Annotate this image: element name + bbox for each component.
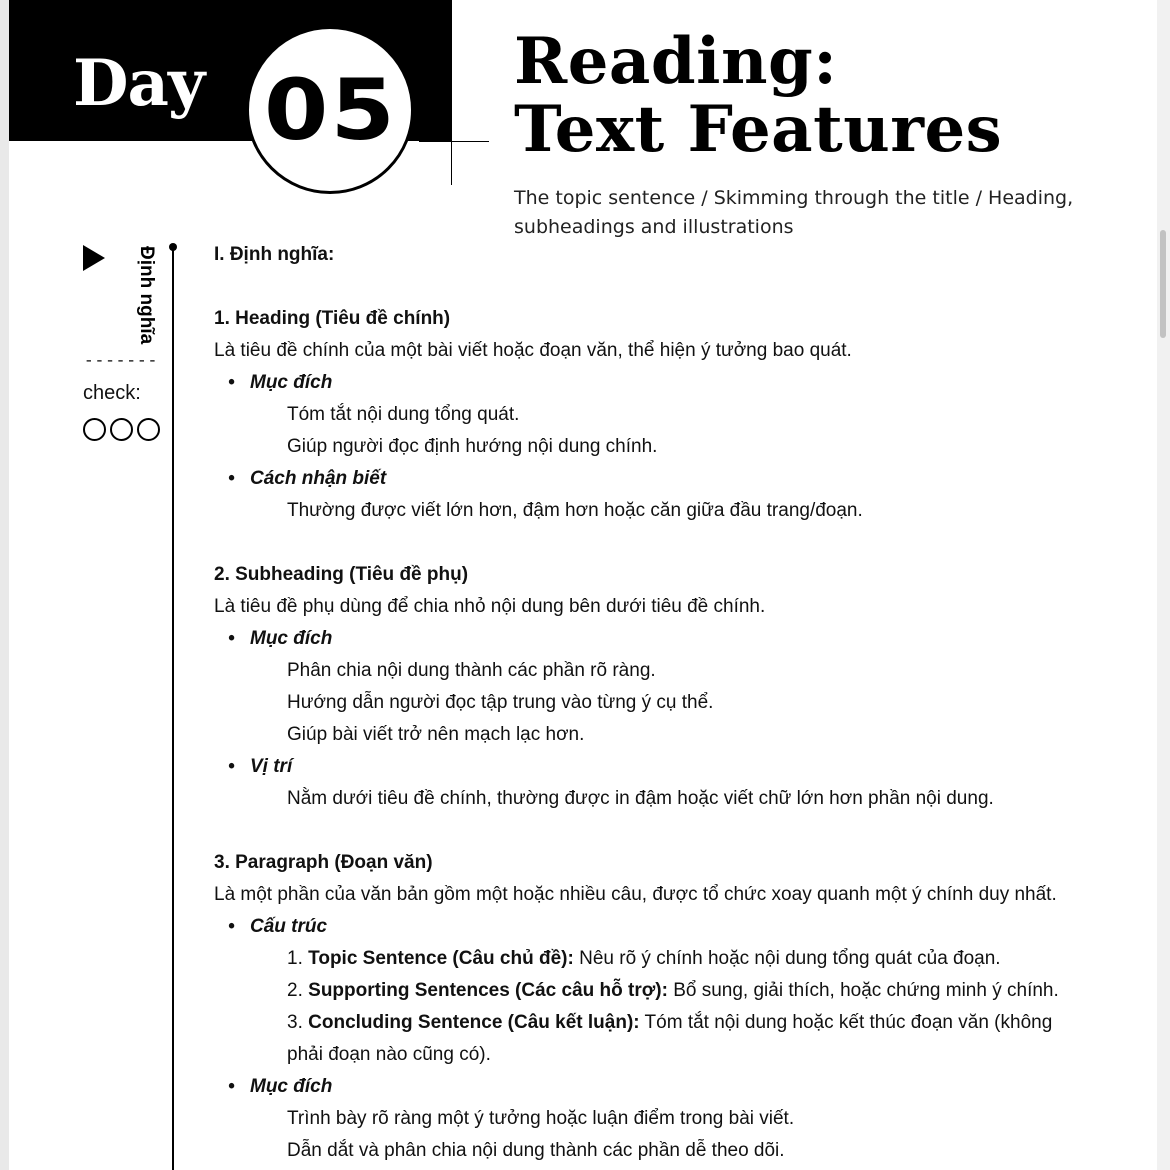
subtitle-line-1: The topic sentence / Skimming through the title / Heading, xyxy=(514,187,1074,209)
timeline-line xyxy=(172,248,174,1170)
paragraph-purpose-label: • Mục đích xyxy=(214,1071,1114,1103)
subheading-position-1: Nằm dưới tiêu đề chính, thường được in đậm hoặc viết chữ lớn hơn phần nội dung. xyxy=(287,788,994,809)
structure-item-3: 3. Concluding Sentence (Câu kết luận): Tóm tắt nội dung hoặc kết thúc đoạn văn (không xyxy=(287,1012,1053,1033)
crosshair-horizontal-line xyxy=(419,141,489,142)
day-number: 05 xyxy=(263,61,397,159)
title-line-1: Reading: xyxy=(514,24,838,99)
page-subtitle xyxy=(514,184,1114,242)
heading-identify-1: Thường được viết lớn hơn, đậm hơn hoặc căn giữa đầu trang/đoạn. xyxy=(287,500,863,521)
section-side-label: Định nghĩa xyxy=(136,246,157,345)
subheading-position-label: • Vị trí xyxy=(214,751,1114,783)
heading-title: 1. Heading (Tiêu đề chính) xyxy=(214,308,451,329)
check-circle-icon[interactable] xyxy=(137,418,160,441)
day-number-badge xyxy=(246,26,414,194)
structure-item-2: 2. Supporting Sentences (Các câu hỗ trợ): Bổ sung, giải thích, hoặc chứng minh ý chính. xyxy=(287,980,1059,1001)
page-title xyxy=(514,24,1003,167)
subheading-purpose-2: Hướng dẫn người đọc tập trung vào từng ý cụ thể. xyxy=(287,692,714,713)
structure-item-3-cont: phải đoạn nào cũng có). xyxy=(287,1044,491,1065)
subheading-purpose-1: Phân chia nội dung thành các phần rõ ràng. xyxy=(287,660,656,681)
paragraph-title: 3. Paragraph (Đoạn văn) xyxy=(214,852,433,873)
heading-purpose-label: • Mục đích xyxy=(214,367,1114,399)
check-circle-icon[interactable] xyxy=(83,418,106,441)
check-label: check: xyxy=(83,382,141,404)
heading-purpose-1: Tóm tắt nội dung tổng quát. xyxy=(287,404,520,425)
subtitle-line-2: subheadings and illustrations xyxy=(514,216,794,238)
heading-desc: Là tiêu đề chính của một bài viết hoặc đoạn văn, thể hiện ý tưởng bao quát. xyxy=(214,340,852,361)
structure-item-1: 1. Topic Sentence (Câu chủ đề): Nêu rõ ý chính hoặc nội dung tổng quát của đoạn. xyxy=(287,948,1001,969)
title-line-2: Text Features xyxy=(514,92,1003,167)
heading-identify-label: • Cách nhận biết xyxy=(214,463,1114,495)
paragraph-desc: Là một phần của văn bản gồm một hoặc nhiều câu, được tổ chức xoay quanh một ý chính duy nhất. xyxy=(214,884,1057,905)
scrollbar-thumb[interactable] xyxy=(1160,230,1166,338)
paragraph-purpose-1: Trình bày rõ ràng một ý tưởng hoặc luận điểm trong bài viết. xyxy=(287,1108,795,1129)
heading-purpose-2: Giúp người đọc định hướng nội dung chính. xyxy=(287,436,658,457)
section-title: I. Định nghĩa: xyxy=(214,244,335,265)
crosshair-vertical-line xyxy=(451,110,452,185)
subheading-desc: Là tiêu đề phụ dùng để chia nhỏ nội dung bên dưới tiêu đề chính. xyxy=(214,596,766,617)
subheading-purpose-3: Giúp bài viết trở nên mạch lạc hơn. xyxy=(287,724,585,745)
main-content xyxy=(214,239,1114,1167)
paragraph-structure-label: • Cấu trúc xyxy=(214,911,1114,943)
subheading-title: 2. Subheading (Tiêu đề phụ) xyxy=(214,564,469,585)
document-page xyxy=(9,0,1157,1170)
check-circle-icon[interactable] xyxy=(110,418,133,441)
vertical-scrollbar[interactable] xyxy=(1157,0,1170,1170)
divider-dashes: ------- xyxy=(84,352,159,370)
day-label: Day xyxy=(73,46,205,121)
check-circles xyxy=(83,418,160,441)
subheading-purpose-label: • Mục đích xyxy=(214,623,1114,655)
play-triangle-icon xyxy=(83,245,105,271)
paragraph-purpose-2: Dẫn dắt và phân chia nội dung thành các phần dễ theo dõi. xyxy=(287,1140,785,1161)
